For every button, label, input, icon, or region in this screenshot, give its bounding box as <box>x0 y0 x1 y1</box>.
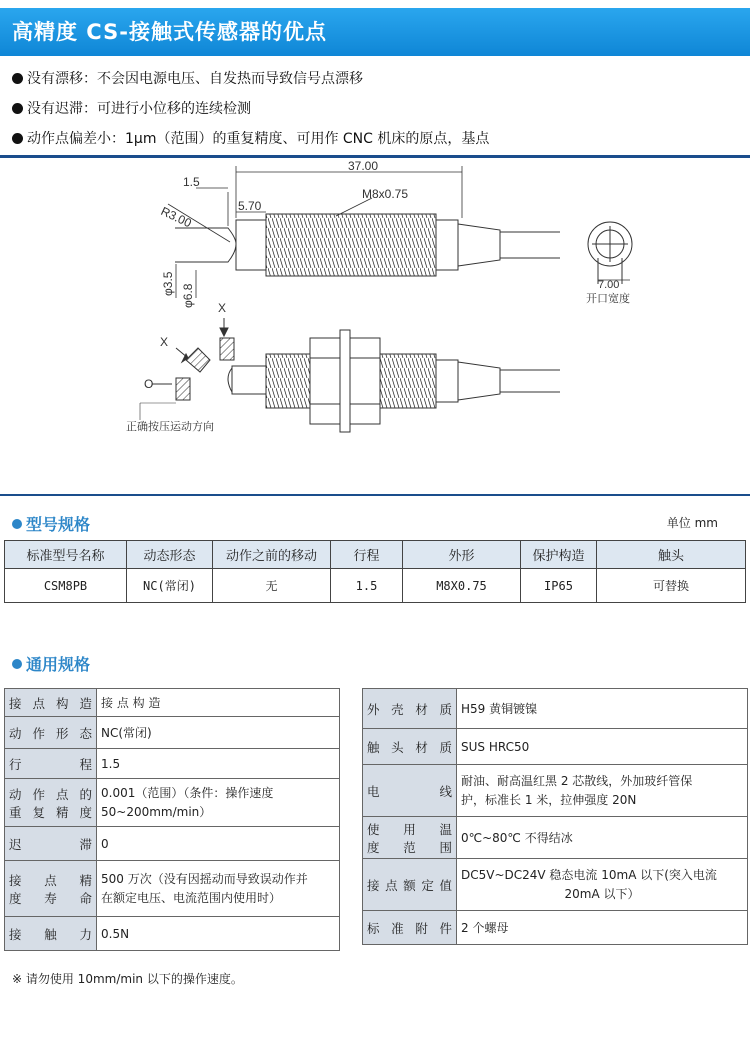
advantages-list <box>12 64 742 154</box>
table-header: 行程 <box>331 541 403 569</box>
spec-label-text: 重 复 精 度 <box>9 804 92 820</box>
spec-label <box>5 717 97 749</box>
advantage-item: 没有迟滞：可进行小位移的连续检测 <box>12 94 742 124</box>
spec-label <box>5 749 97 779</box>
spec-label-text: 外 壳 材 质 <box>367 701 452 717</box>
dim-37: 37.00 <box>348 159 379 173</box>
divider-middle <box>0 494 750 496</box>
table-cell: NC(常闭) <box>127 569 213 603</box>
spec-label-text: 接 点 额 定 值 <box>367 877 452 893</box>
dim-5-7: 5.70 <box>238 199 262 213</box>
end-view <box>588 222 632 284</box>
table-row <box>5 779 340 827</box>
spec-label <box>5 827 97 861</box>
spec-label-text: 度 范 围 <box>367 839 452 855</box>
table-header: 动态形态 <box>127 541 213 569</box>
table-row <box>363 765 748 817</box>
table-cell: 可替换 <box>597 569 746 603</box>
sensor-side-view <box>175 214 560 276</box>
section-dot-icon <box>12 659 22 669</box>
spec-label <box>5 689 97 717</box>
table-header: 标准型号名称 <box>5 541 127 569</box>
mark-x-vertical: X <box>218 301 227 315</box>
table-row <box>363 911 748 945</box>
spec-label <box>5 779 97 827</box>
table-row <box>5 689 340 717</box>
table-cell: M8X0.75 <box>403 569 521 603</box>
spec-label-text: 标 准 附 件 <box>367 920 452 936</box>
spec-label <box>363 729 457 765</box>
spec-value: 2 个螺母 <box>457 911 748 945</box>
table-cell: IP65 <box>521 569 597 603</box>
unit-label: 单位 mm <box>666 516 718 530</box>
spec-label-text: 电 线 <box>367 783 452 799</box>
press-direction-label: 正确按压运动方向 <box>126 421 214 433</box>
table-row <box>5 749 340 779</box>
page-title: 高精度 CS-接触式传感器的优点 <box>0 8 750 56</box>
spec-label <box>363 911 457 945</box>
mark-o: O <box>144 377 154 391</box>
thread-label: M8x0.75 <box>362 187 409 201</box>
table-row <box>5 861 340 917</box>
dim-7: 7.00 <box>598 279 620 291</box>
table-header: 动作之前的移动 <box>213 541 331 569</box>
spec-value: 500 万次（没有因摇动而导致误动作并 在额定电压、电流范围内使用时） <box>97 861 340 917</box>
spec-label <box>363 689 457 729</box>
table-cell: 无 <box>213 569 331 603</box>
spec-label <box>5 861 97 917</box>
mark-x-diagonal: X <box>160 335 169 349</box>
spec-value: 0.5N <box>97 917 340 951</box>
general-section-title: 通用规格 <box>12 652 90 675</box>
table-header-row <box>5 541 746 569</box>
spec-label-text: 使 用 温 <box>367 821 452 837</box>
table-row <box>363 859 748 911</box>
spec-value: 1.5 <box>97 749 340 779</box>
spec-label-text: 动 作 形 态 <box>9 725 92 741</box>
spec-value: SUS HRC50 <box>457 729 748 765</box>
spec-label-text: 接 点 精 <box>9 872 92 888</box>
table-header: 外形 <box>403 541 521 569</box>
spec-label <box>363 765 457 817</box>
direction-markers <box>140 318 234 420</box>
table-row <box>5 569 746 603</box>
sensor-with-nuts <box>228 330 560 432</box>
spec-label-text: 度 寿 命 <box>9 890 92 906</box>
spec-value: DC5V~DC24V 稳态电流 10mA 以下(突入电流 20mA 以下） <box>457 859 748 911</box>
advantage-item: 动作点偏差小：1μm（范围）的重复精度、可用作 CNC 机床的原点，基点 <box>12 124 742 154</box>
spec-value: 接 点 构 造 <box>97 689 340 717</box>
spec-label-text: 触 头 材 质 <box>367 739 452 755</box>
slot-width-label: 开口宽度 <box>586 293 630 305</box>
table-header: 触头 <box>597 541 746 569</box>
usage-note: ※ 请勿使用 10mm/min 以下的操作速度。 <box>12 972 243 986</box>
spec-value: 耐油、耐高温红黑 2 芯散线，外加玻纤管保 护，标准长 1 米，拉伸强度 20N <box>457 765 748 817</box>
spec-label-text: 接 点 构 造 <box>9 695 92 711</box>
table-row <box>5 827 340 861</box>
table-header: 保护构造 <box>521 541 597 569</box>
spec-label <box>363 817 457 859</box>
model-section-title: 型号规格 <box>12 512 90 535</box>
spec-value: 0℃~80℃ 不得结冰 <box>457 817 748 859</box>
dim-r3: R3.00 <box>158 204 194 231</box>
advantage-item: 没有漂移：不会因电源电压、自发热而导致信号点漂移 <box>12 64 742 94</box>
model-table <box>4 540 746 603</box>
spec-label <box>5 917 97 951</box>
table-row <box>5 917 340 951</box>
bullet-icon <box>12 103 23 114</box>
spec-label-text: 动 作 点 的 <box>9 786 92 802</box>
dim-1-5: 1.5 <box>183 175 200 189</box>
spec-label <box>363 859 457 911</box>
table-row <box>5 717 340 749</box>
bullet-icon <box>12 73 23 84</box>
dim-3-5: φ3.5 <box>161 271 175 296</box>
spec-value: H59 黄铜镀镍 <box>457 689 748 729</box>
table-cell: CSM8PB <box>5 569 127 603</box>
table-row <box>363 817 748 859</box>
table-row <box>363 729 748 765</box>
spec-value: NC(常闭) <box>97 717 340 749</box>
spec-table-left <box>4 688 340 951</box>
spec-label-text: 迟 滞 <box>9 836 92 852</box>
table-row <box>363 689 748 729</box>
section-dot-icon <box>12 519 22 529</box>
spec-label-text: 行 程 <box>9 756 92 772</box>
dim-6-8: φ6.8 <box>181 283 195 308</box>
spec-value: 0 <box>97 827 340 861</box>
table-cell: 1.5 <box>331 569 403 603</box>
bullet-icon <box>12 133 23 144</box>
sensor-drawing <box>0 158 750 492</box>
spec-label-text: 接 触 力 <box>9 926 92 942</box>
spec-table-right <box>362 688 748 945</box>
spec-value: 0.001（范围）（条件：操作速度 50~200mm/min） <box>97 779 340 827</box>
